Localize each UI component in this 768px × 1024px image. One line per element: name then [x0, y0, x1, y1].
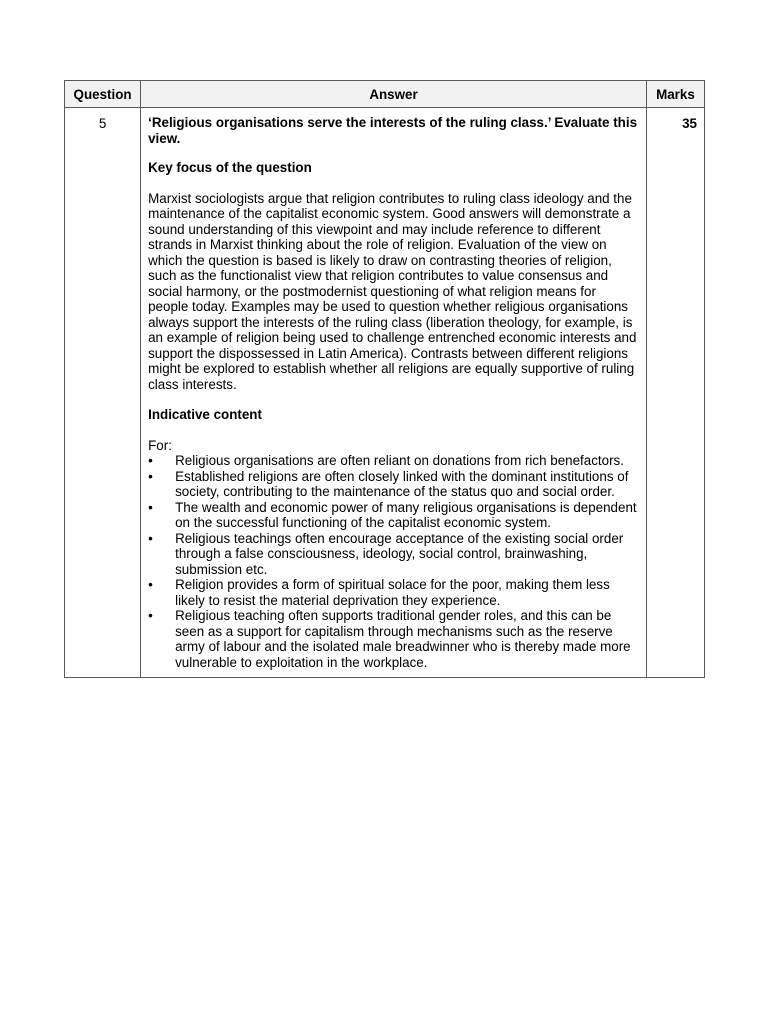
for-points-list: [148, 453, 639, 670]
list-item: [148, 453, 639, 469]
list-item: [148, 608, 639, 670]
bullet-icon: •: [148, 468, 153, 484]
question-number: 5: [65, 108, 141, 678]
indicative-content-heading: Indicative content: [148, 407, 262, 422]
list-item-text: Religious teaching often supports traditional gender roles, and this can be seen as a support for capitalism through mechanisms such as the reserve army of labour and the isolated male breadwinner who is thereby made more vulnerable to exploitation in the workplace.: [175, 608, 631, 670]
table-header-row: [65, 81, 705, 108]
list-item-text: Religion provides a form of spiritual solace for the poor, making them less likely to resist the material deprivation they experience.: [175, 577, 610, 608]
list-item-text: Religious organisations are often reliant on donations from rich benefactors.: [175, 453, 624, 468]
list-item-text: The wealth and economic power of many religious organisations is dependent on the successful functioning of the capitalist economic system.: [175, 499, 637, 530]
bullet-icon: •: [148, 577, 153, 592]
bullet-icon: •: [148, 608, 153, 623]
list-item: [148, 531, 639, 578]
bullet-icon: •: [148, 499, 153, 515]
answer-column-header: Answer: [141, 81, 647, 108]
question-column-header: Question: [65, 81, 141, 108]
for-label: For:: [148, 437, 172, 453]
list-item-text: Religious teachings often encourage acceptance of the existing social order through a false consciousness, ideology, social control, brainwashing, submission etc.: [175, 530, 624, 577]
question-text: ‘Religious organisations serve the interests of the ruling class.’ Evaluate this view.: [148, 115, 638, 146]
answer-cell: [141, 108, 647, 678]
bullet-icon: •: [148, 453, 153, 468]
bullet-icon: •: [148, 530, 153, 546]
list-item: [148, 577, 639, 608]
marks-column-header: Marks: [646, 81, 704, 108]
key-focus-paragraph: Marxist sociologists argue that religion contributes to ruling class ideology and the maintenance of the capitalist economic system. Good answers will demonstrate a sound understanding of this viewpoint and may include reference to different strands in Marxist thinking about the role of religion. Evaluation of the view on which the question is based is likely to draw on contrasting theories of religion, such as the functionalist view that religion contributes to value consensus and social harmony, or the postmodernist questioning of what religion means for people today. Examples may be used to question whether religious organisations always support the interests of the ruling class (liberation theology, for example, is an example of religion being used to challenge entrenched economic interests and support the dispossessed in Latin America). Contrasts between different religions might be explored to establish whether all religions are equally supportive of ruling class interests.: [148, 190, 637, 392]
list-item: [148, 469, 639, 500]
table-row: [65, 108, 705, 678]
list-item-text: Established religions are often closely linked with the dominant institutions of society, contributing to the maintenance of the status quo and social order.: [175, 468, 629, 499]
mark-scheme-table: [64, 80, 705, 678]
marks-value: 35: [646, 108, 704, 678]
key-focus-heading: Key focus of the question: [148, 160, 312, 175]
list-item: [148, 500, 639, 531]
